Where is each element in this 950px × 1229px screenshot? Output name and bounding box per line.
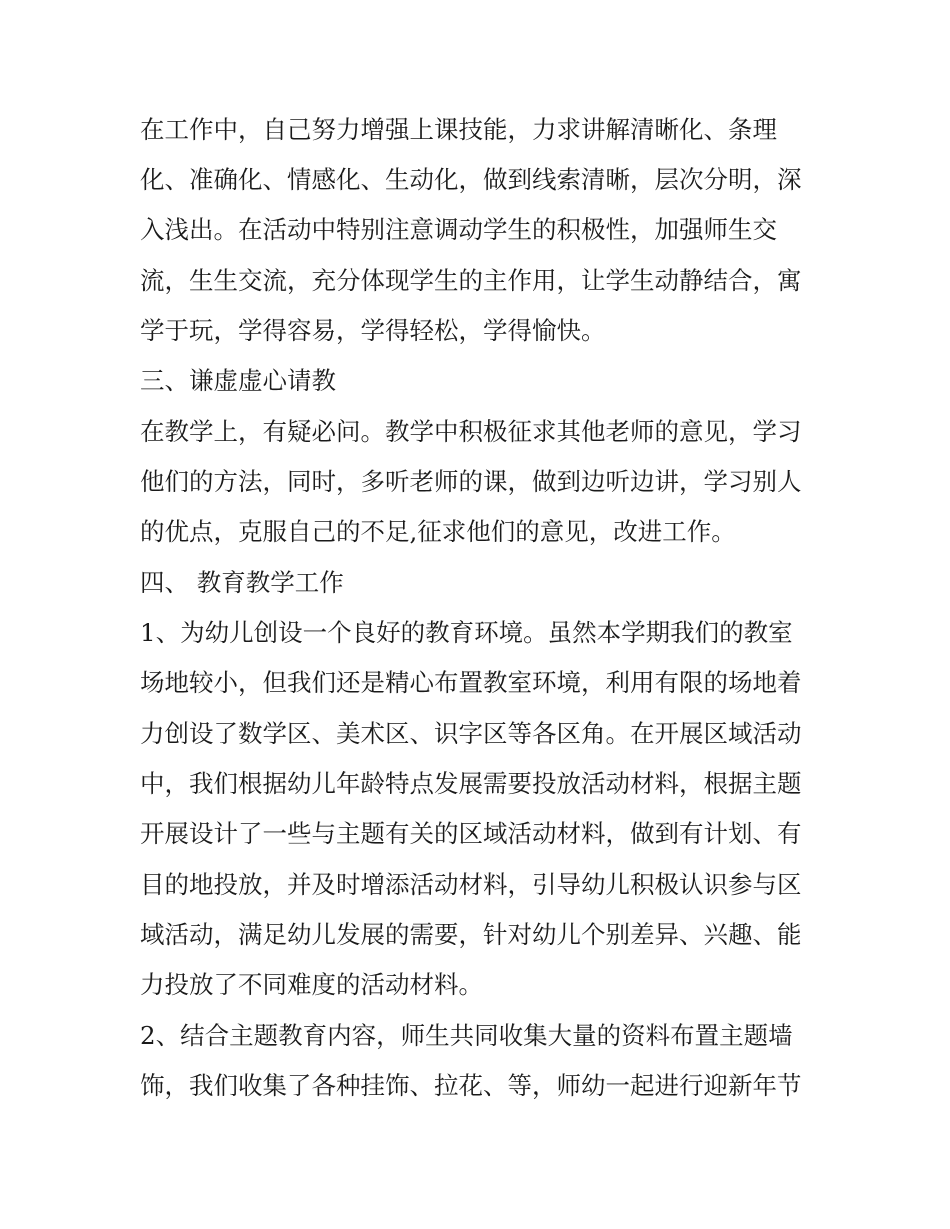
paragraph-line: 中，我们根据幼儿年龄特点发展需要投放活动材料，根据主题 [140,769,802,798]
paragraph-line: 目的地投放，并及时增添活动材料，引导幼儿积极认识参与区 [140,870,802,899]
paragraph-line: 流，生生交流，充分体现学生的主作用，让学生动静结合，寓 [140,266,802,295]
paragraph-line: 的优点，克服自己的不足,征求他们的意见，改进工作。 [140,517,736,546]
paragraph-line: 他们的方法，同时，多听老师的课，做到边听边讲，学习别人 [140,467,802,496]
paragraph-line: 力创设了数学区、美术区、识字区等各区角。在开展区域活动 [140,719,802,748]
section-heading: 三、谦虚虚心请教 [140,366,336,395]
paragraph-line: 2、结合主题教育内容，师生共同收集大量的资料布置主题墙 [140,1021,793,1050]
paragraph-line: 在教学上，有疑必问。教学中积极征求其他老师的意见，学习 [140,417,802,446]
paragraph-line: 域活动，满足幼儿发展的需要，针对幼儿个别差异、兴趣、能 [140,920,802,949]
paragraph-line: 入浅出。在活动中特别注意调动学生的积极性，加强师生交 [140,215,777,244]
paragraph-line: 开展设计了一些与主题有关的区域活动材料，做到有计划、有 [140,819,802,848]
paragraph-line: 力投放了不同难度的活动材料。 [140,970,483,999]
paragraph-line: 化、准确化、情感化、生动化，做到线索清晰，层次分明，深 [140,165,802,194]
paragraph-line: 场地较小，但我们还是精心布置教室环境，利用有限的场地着 [140,668,802,697]
paragraph-line: 学于玩，学得容易，学得轻松，学得愉快。 [140,316,606,345]
paragraph-line: 饰，我们收集了各种挂饰、拉花、等，师幼一起进行迎新年节 [140,1071,802,1100]
section-heading: 四、 教育教学工作 [140,568,344,597]
paragraph-line: 在工作中，自己努力增强上课技能，力求讲解清晰化、条理 [140,115,777,144]
paragraph-line: 1、为幼儿创设一个良好的教育环境。虽然本学期我们的教室 [140,618,793,647]
